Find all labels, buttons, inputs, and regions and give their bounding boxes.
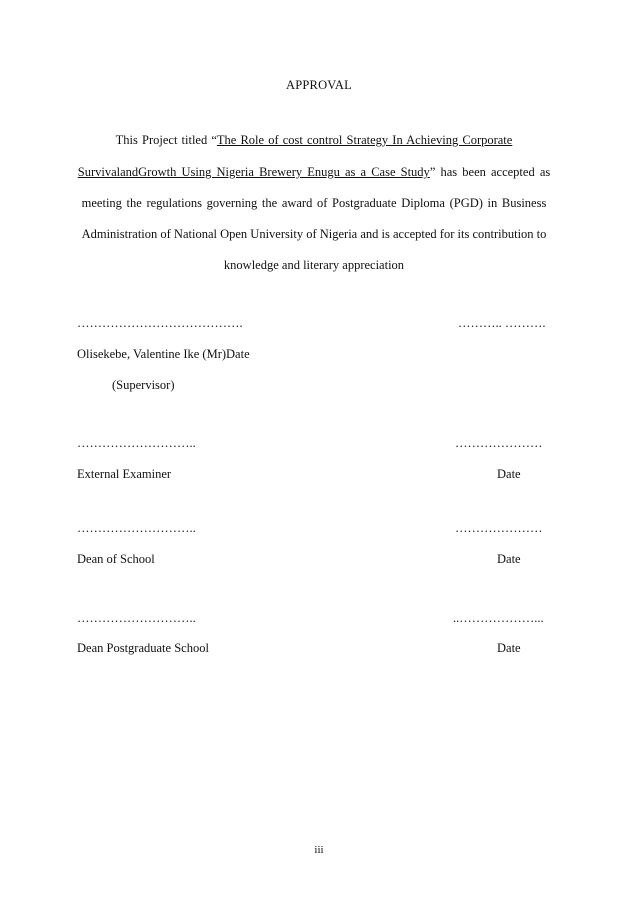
external-examiner-date-label: Date bbox=[497, 467, 521, 481]
date-line-dean-of-school: ………………… bbox=[455, 521, 543, 535]
paragraph-text: This Project titled “ bbox=[115, 133, 217, 147]
dean-of-school-label: Dean of School bbox=[77, 552, 155, 566]
page-title: APPROVAL bbox=[286, 78, 352, 92]
supervisor-role: (Supervisor) bbox=[112, 378, 175, 392]
date-line-supervisor: ……….. ………. bbox=[458, 316, 546, 330]
project-title-part-2: SurvivalandGrowth Using Nigeria Brewery Enugu as a Case Study bbox=[77, 165, 430, 179]
date-line-dean-postgraduate: ..………………... bbox=[453, 611, 544, 625]
external-examiner-label: External Examiner bbox=[77, 467, 172, 481]
signature-line-dean-postgraduate: ……………………….. bbox=[77, 611, 196, 625]
project-title-part-1: The Role of cost control Strategy In Achieving Corporate bbox=[216, 133, 513, 147]
signature-line-dean-of-school: ……………………….. bbox=[77, 521, 196, 535]
paragraph-line-4: Administration of National Open University of Nigeria and is accepted for its contribution to bbox=[81, 227, 547, 241]
dean-of-school-date-label: Date bbox=[497, 552, 521, 566]
signature-line-supervisor: …………………………………. bbox=[77, 316, 243, 330]
signature-line-external-examiner: ……………………….. bbox=[77, 436, 196, 450]
paragraph-line-2 bbox=[66, 165, 562, 180]
paragraph-line-3: meeting the regulations governing the award of Postgraduate Diploma (PGD) in Business bbox=[81, 196, 547, 210]
paragraph-line-5: knowledge and literary appreciation bbox=[223, 258, 405, 272]
date-line-external-examiner: ………………… bbox=[455, 436, 543, 450]
dean-postgraduate-date-label: Date bbox=[497, 641, 521, 655]
page-number: iii bbox=[314, 844, 324, 856]
paragraph-text: ” has been accepted as bbox=[429, 165, 551, 179]
paragraph-line-1 bbox=[66, 133, 562, 148]
supervisor-name: Olisekebe, Valentine Ike (Mr)Date bbox=[77, 347, 250, 361]
dean-postgraduate-label: Dean Postgraduate School bbox=[77, 641, 209, 655]
